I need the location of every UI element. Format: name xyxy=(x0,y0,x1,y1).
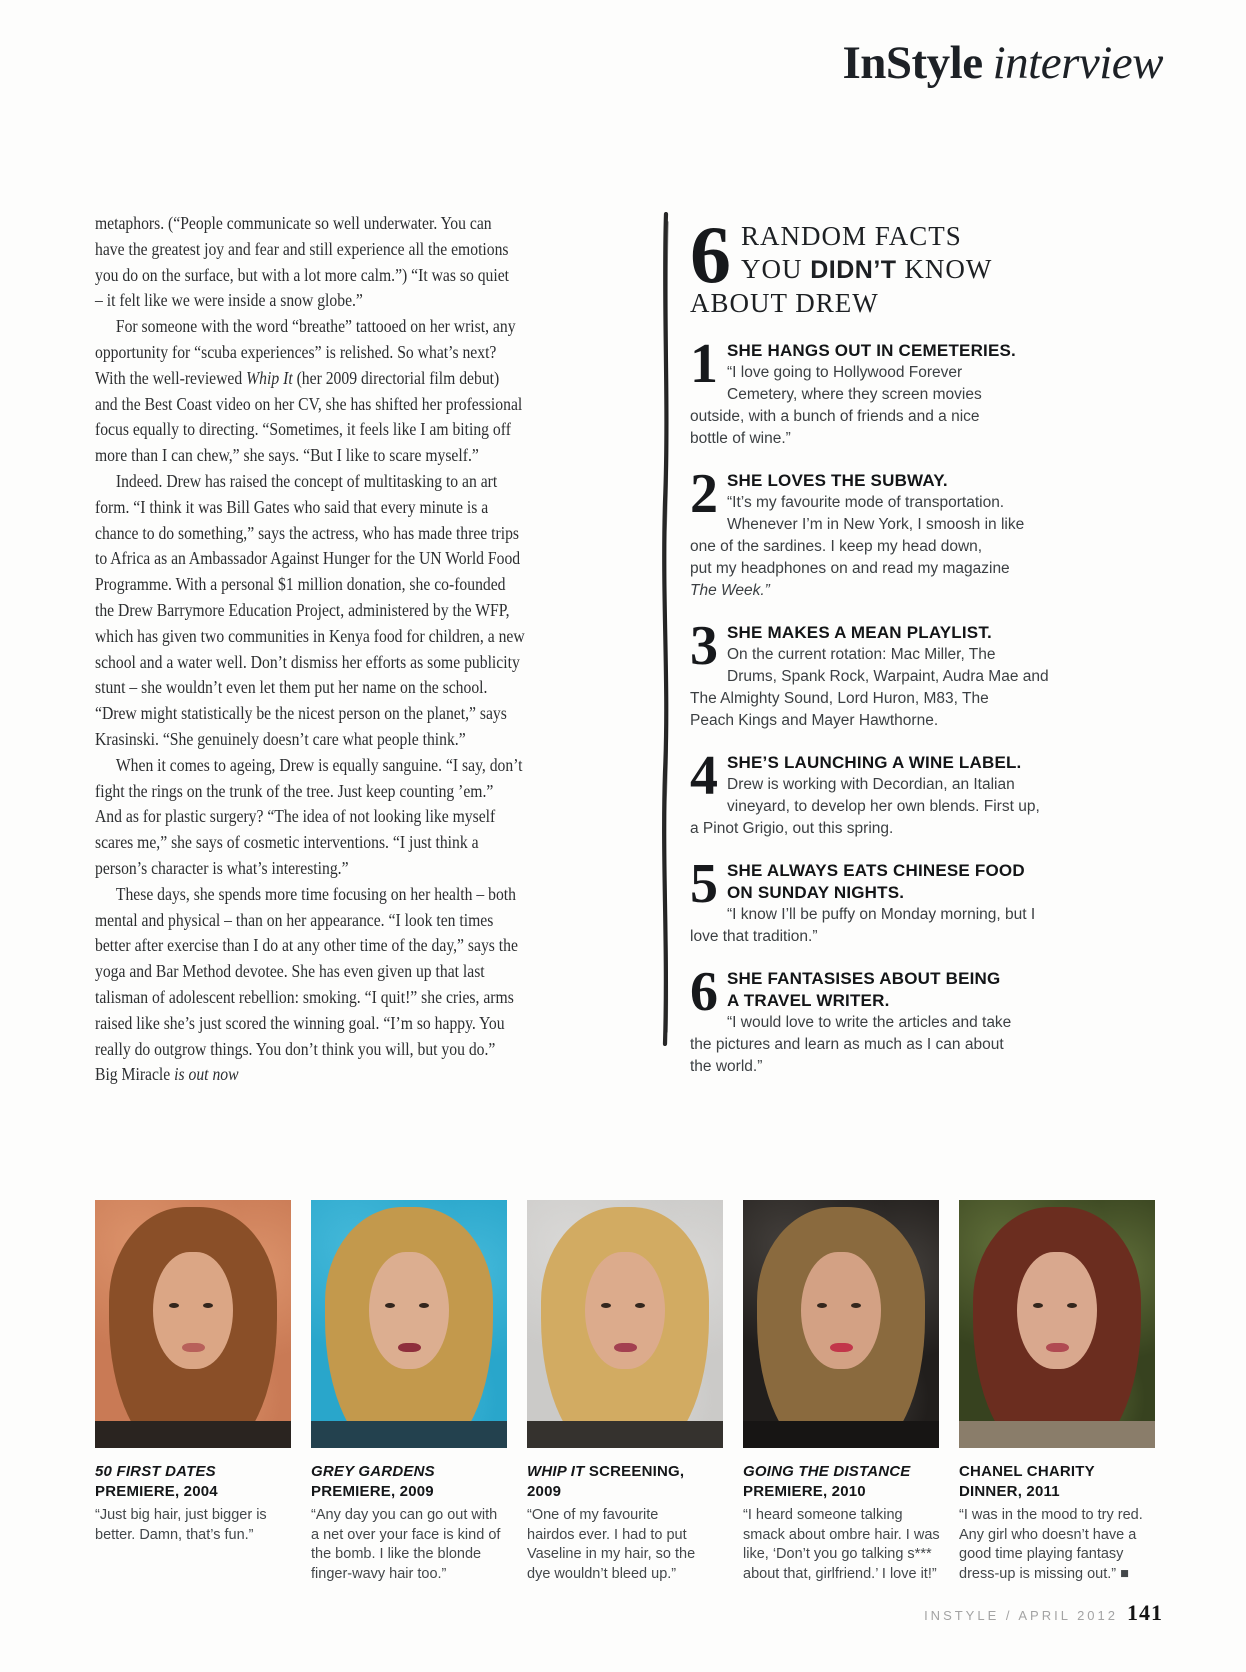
text-run: mental and physical – than on her appearance. “I look ten times xyxy=(95,909,494,930)
article-line xyxy=(95,753,617,779)
photo-caption xyxy=(311,1462,507,1584)
article-line xyxy=(95,598,617,624)
text-run: (her 2009 directorial film debut) xyxy=(292,367,500,388)
article-line xyxy=(95,288,617,314)
text-run: you do on the surface, but with a lot more calm.”) “It was so quiet xyxy=(95,264,510,285)
fact-body-line xyxy=(690,558,1026,580)
fact-body-line xyxy=(690,406,1026,428)
fact-heading: SHE FANTASISES ABOUT BEING xyxy=(727,969,1001,988)
caption-quote-line: about that, girlfriend.’ I love it!” xyxy=(743,1565,937,1582)
fact-body-line xyxy=(690,1012,1026,1034)
photo-caption xyxy=(959,1462,1155,1584)
text-run: one of the sardines. I keep my head down, xyxy=(690,538,983,555)
article-line xyxy=(95,546,617,572)
fact-body-line xyxy=(690,666,1049,688)
article-line xyxy=(95,366,617,392)
text-run: Indeed. Drew has raised the concept of multitasking to an art xyxy=(115,470,498,491)
caption-quote xyxy=(311,1506,507,1584)
text-run: more than I can chew,” she says. “But I like to scare myself.” xyxy=(95,445,479,466)
fact-heading: SHE MAKES A MEAN PLAYLIST. xyxy=(727,623,992,642)
fact-body-line xyxy=(690,926,1026,948)
text-run: to Africa as an Ambassador Against Hunger for the UN World Food xyxy=(95,548,521,569)
text-run: RANDOM FACTS xyxy=(741,221,962,251)
text-run: And as for plastic surgery? “The idea of not looking like myself xyxy=(95,806,496,827)
caption-quote-line: a net over your face is kind of xyxy=(311,1526,501,1543)
text-run: a Pinot Grigio, out this spring. xyxy=(690,820,894,837)
photo-thumbnail xyxy=(743,1200,939,1448)
article-line xyxy=(95,314,617,340)
caption-quote-line: dye wouldn’t bleed up.” xyxy=(527,1565,677,1582)
fact-body-line xyxy=(690,580,1026,602)
photo-eye-right xyxy=(851,1303,861,1308)
fact xyxy=(690,333,1026,450)
text-run: With the well-reviewed xyxy=(95,367,247,388)
facts-title-line xyxy=(690,287,1026,320)
article-line xyxy=(95,727,617,753)
caption-quote-line: dress-up is missing out.” ■ xyxy=(959,1565,1129,1582)
fact-body-line xyxy=(690,362,1026,384)
text-run: really do outgrow things. You don’t think you will, but you do.” xyxy=(95,1038,496,1059)
fact-heading: SHE ALWAYS EATS CHINESE FOOD xyxy=(727,861,1025,880)
caption-title xyxy=(527,1462,723,1482)
text-run: DINNER, 2011 xyxy=(959,1482,1060,1500)
text-run: raised like she’s just scored the winning goal. “I’m so happy. You xyxy=(95,1012,505,1033)
photo-eye-right xyxy=(635,1303,645,1308)
fact-body-line xyxy=(690,710,1026,732)
fact-body-line xyxy=(690,688,1026,710)
caption-quote-line: “Any day you can go out with xyxy=(311,1507,498,1523)
fact-number: 2 xyxy=(690,463,718,525)
fact-body-line xyxy=(690,1034,1026,1056)
photo-caption xyxy=(743,1462,939,1584)
text-run: form. “I think it was Bill Gates who said that every minute is a xyxy=(95,496,489,517)
article-line xyxy=(95,1037,617,1063)
article-line xyxy=(95,521,617,547)
text-run: outside, with a bunch of friends and a nice xyxy=(690,408,980,425)
caption-title xyxy=(527,1482,723,1502)
text-run: PREMIERE, 2010 xyxy=(743,1482,866,1500)
text-run: SCREENING, xyxy=(584,1463,685,1480)
text-run: “I would love to write the articles and take xyxy=(727,1014,1012,1031)
caption-quote xyxy=(743,1506,939,1584)
caption-quote xyxy=(959,1506,1155,1584)
fact-body-line xyxy=(690,644,1026,666)
fact-heading: SHE LOVES THE SUBWAY. xyxy=(727,471,948,490)
italic-text: GOING THE DISTANCE xyxy=(743,1463,911,1480)
article-line xyxy=(95,650,617,676)
caption-title xyxy=(95,1482,291,1502)
caption-quote-line: smack about ombre hair. I was xyxy=(743,1526,940,1543)
article-line xyxy=(95,211,617,237)
italic-text: Whip It xyxy=(246,367,293,388)
photo-eye-right xyxy=(1067,1303,1077,1308)
article-line xyxy=(95,830,617,856)
article-line xyxy=(95,701,617,727)
text-run: Krasinski. “She genuinely doesn’t care what people think.” xyxy=(95,728,466,749)
italic-text: 50 FIRST DATES xyxy=(95,1463,216,1480)
text-run: opportunity for “scuba experiences” is relished. So what’s next? xyxy=(95,341,497,362)
text-run: fight the rings on the trunk of the tree. Just keep counting ’em.” xyxy=(95,780,494,801)
text-run: person’s character is what’s interesting.” xyxy=(95,857,349,878)
fact-body-line xyxy=(690,818,1026,840)
fact-body-line xyxy=(690,536,1026,558)
text-run: “It’s my favourite mode of transportation. xyxy=(727,494,1005,511)
caption-quote xyxy=(527,1506,723,1584)
photo-clothing-shape xyxy=(95,1421,291,1448)
text-run: yoga and Bar Method devotee. She has even given up that last xyxy=(95,961,485,982)
caption-quote-line: hairdos ever. I had to put xyxy=(527,1526,687,1543)
facts-list xyxy=(690,333,1049,1078)
text-run: On the current rotation: Mac Miller, The xyxy=(727,646,996,663)
text-run: When it comes to ageing, Drew is equally sanguine. “I say, don’t xyxy=(115,754,523,775)
text-run: Cemetery, where they screen movies xyxy=(727,386,982,403)
article-line xyxy=(95,1062,617,1088)
photo-lips-shape xyxy=(830,1343,853,1352)
fact-body-line xyxy=(690,774,1026,796)
fact-body-line xyxy=(690,904,1036,926)
brush-stroke-divider xyxy=(658,212,674,1046)
text-run: which has given two communities in Kenya food for children, a new xyxy=(95,625,525,646)
fact-body-line xyxy=(690,492,1026,514)
photo-lips-shape xyxy=(1046,1343,1069,1352)
caption-title xyxy=(743,1482,939,1502)
facts-panel xyxy=(690,209,1049,1098)
facts-title-line xyxy=(690,253,1026,287)
caption-quote-line: finger-wavy hair too.” xyxy=(311,1565,447,1582)
photo-clothing-shape xyxy=(959,1421,1155,1448)
fact-number: 6 xyxy=(690,961,718,1023)
caption-title xyxy=(743,1462,939,1482)
fact-number: 4 xyxy=(690,745,718,807)
photo-thumbnail xyxy=(311,1200,507,1448)
fact-number: 1 xyxy=(690,333,718,395)
fact-number: 5 xyxy=(690,853,718,915)
caption-quote-line: better. Damn, that’s fun.” xyxy=(95,1526,254,1543)
text-run: The Almighty Sound, Lord Huron, M83, The xyxy=(690,690,989,707)
article-line xyxy=(95,237,617,263)
text-run: Drew is working with Decordian, an Italian xyxy=(727,776,1015,793)
article-line xyxy=(95,985,617,1011)
photo-clothing-shape xyxy=(743,1421,939,1448)
text-run: These days, she spends more time focusing on her health – both xyxy=(115,883,516,904)
fact-body-line xyxy=(690,514,1026,536)
issue-label: INSTYLE / APRIL 2012 xyxy=(924,1608,1118,1623)
text-run: ABOUT DREW xyxy=(690,288,879,318)
fact xyxy=(690,463,1026,602)
fact xyxy=(690,745,1040,840)
text-run: metaphors. (“People communicate so well underwater. You can xyxy=(95,213,492,233)
photo-thumbnail xyxy=(95,1200,291,1448)
text-run: KNOW xyxy=(896,254,993,284)
caption-title xyxy=(959,1462,1155,1482)
text-run: 2009 xyxy=(527,1482,562,1500)
photo-lips-shape xyxy=(398,1343,421,1352)
article-line xyxy=(95,392,617,418)
section-title: interview xyxy=(992,37,1163,89)
article-line xyxy=(95,804,617,830)
fact-body-line xyxy=(690,384,1026,406)
facts-panel-title xyxy=(690,209,1026,320)
text-run: Whenever I’m in New York, I smoosh in like xyxy=(727,516,1025,533)
article-line xyxy=(95,495,617,521)
fact xyxy=(690,961,1026,1078)
text-run: the Drew Barrymore Education Project, administered by the WFP, xyxy=(95,599,510,620)
text-run: Programme. With a personal $1 million donation, she co-founded xyxy=(95,574,506,595)
caption-quote-line: the bomb. I like the blonde xyxy=(311,1546,482,1562)
text-run: chance to do something,” says the actress, who has made three trips xyxy=(95,522,520,543)
text-run: vineyard, to develop her own blends. First up, xyxy=(727,798,1040,815)
fact-heading: SHE HANGS OUT IN CEMETERIES. xyxy=(727,341,1016,360)
article-line xyxy=(95,779,617,805)
photo-thumbnail xyxy=(959,1200,1155,1448)
article-line xyxy=(95,443,617,469)
caption-title xyxy=(95,1462,291,1482)
magazine-brand: InStyle xyxy=(842,37,983,89)
article-line xyxy=(95,933,617,959)
article-line xyxy=(95,624,617,650)
text-run: “Drew might statistically be the nicest person on the planet,” says xyxy=(95,703,507,724)
text-run: and the Best Coast video on her CV, she has shifted her professional xyxy=(95,393,523,414)
photo-caption xyxy=(95,1462,291,1584)
text-run: YOU xyxy=(741,254,811,284)
photo-lips-shape xyxy=(614,1343,637,1352)
text-run: Peach Kings and Mayer Hawthorne. xyxy=(690,712,939,729)
article-line xyxy=(95,417,617,443)
caption-quote-line: “One of my favourite xyxy=(527,1507,659,1523)
sans-bold-text: DIDN’T xyxy=(810,256,897,284)
photo-lips-shape xyxy=(182,1343,205,1352)
article-body xyxy=(95,211,617,1088)
text-run: love that tradition.” xyxy=(690,928,818,945)
text-run: PREMIERE, 2009 xyxy=(311,1482,434,1500)
italic-text: is out now xyxy=(174,1064,239,1085)
caption-quote-line: Vaseline in my hair, so the xyxy=(527,1546,696,1562)
italic-text: WHIP IT xyxy=(527,1463,585,1480)
article-line xyxy=(95,1011,617,1037)
text-run: PREMIERE, 2004 xyxy=(95,1482,218,1500)
text-run: CHANEL CHARITY xyxy=(959,1463,1095,1480)
fact xyxy=(690,615,1049,732)
caption-quote-line: good time playing fantasy xyxy=(959,1546,1124,1562)
article-line xyxy=(95,856,617,882)
fact-heading: A TRAVEL WRITER. xyxy=(727,991,890,1010)
text-run: school and a water well. Don’t dismiss her efforts as some publicity xyxy=(95,651,520,672)
text-run: put my headphones on and read my magazine xyxy=(690,560,1010,577)
article-line xyxy=(95,469,617,495)
page-header xyxy=(842,36,1163,90)
text-run: “I know I’ll be puffy on Monday morning, but I xyxy=(727,906,1036,923)
fact-number: 3 xyxy=(690,615,718,677)
photo-eye-right xyxy=(419,1303,429,1308)
caption-quote-line: “I heard someone talking xyxy=(743,1507,903,1523)
text-run: For someone with the word “breathe” tattooed on her wrist, any xyxy=(115,316,516,337)
italic-text: The Week.” xyxy=(690,582,770,599)
caption-quote-line: “I was in the mood to try red. xyxy=(959,1507,1143,1523)
big-number-6: 6 xyxy=(690,209,731,300)
caption-quote-line: like, ‘Don’t you go talking s*** xyxy=(743,1546,932,1562)
article-line xyxy=(95,263,617,289)
photo-caption xyxy=(527,1462,723,1584)
caption-title xyxy=(311,1462,507,1482)
text-run: have the greatest joy and fear and still experience all the emotions xyxy=(95,238,509,259)
article-line xyxy=(95,908,617,934)
photo-clothing-shape xyxy=(527,1421,723,1448)
text-run: the world.” xyxy=(690,1058,763,1075)
text-run: Big Miracle xyxy=(95,1064,175,1085)
article-line xyxy=(95,340,617,366)
photo-thumbnail xyxy=(527,1200,723,1448)
caption-title xyxy=(959,1482,1155,1502)
photo-eye-right xyxy=(203,1303,213,1308)
text-run: talisman of adolescent rebellion: smoking. “I quit!” she cries, arms xyxy=(95,986,514,1007)
caption-row xyxy=(95,1462,1155,1584)
text-run: stunt – she wouldn’t even let them put her name on the school. xyxy=(95,677,488,698)
caption-quote-line: Any girl who doesn’t have a xyxy=(959,1526,1137,1543)
article-line xyxy=(95,572,617,598)
caption-title xyxy=(311,1482,507,1502)
text-run: better after exercise than I do at any other time of the day,” says the xyxy=(95,935,518,956)
fact xyxy=(690,853,1036,948)
article-line xyxy=(95,959,617,985)
fact-body-line xyxy=(690,428,1026,450)
italic-text: GREY GARDENS xyxy=(311,1463,435,1480)
page-footer xyxy=(924,1600,1163,1626)
fact-heading: SHE’S LAUNCHING A WINE LABEL. xyxy=(727,753,1022,772)
fact-body-line xyxy=(690,796,1040,818)
photo-clothing-shape xyxy=(311,1421,507,1448)
text-run: – it felt like we were inside a snow globe.” xyxy=(95,290,363,311)
fact-body-line xyxy=(690,1056,1026,1078)
article-line xyxy=(95,882,617,908)
page-number: 141 xyxy=(1127,1600,1163,1625)
text-run: focus equally to directing. “Sometimes, it feels like I am biting off xyxy=(95,419,511,440)
caption-quote xyxy=(95,1506,291,1545)
text-run: scares me,” she says of cosmetic interventions. “I just think a xyxy=(95,832,479,853)
photo-strip xyxy=(95,1200,1155,1448)
text-run: “I love going to Hollywood Forever xyxy=(727,364,963,381)
text-run: the pictures and learn as much as I can about xyxy=(690,1036,1004,1053)
facts-title-line xyxy=(690,220,1026,253)
caption-quote-line: “Just big hair, just bigger is xyxy=(95,1507,267,1523)
text-run: Drums, Spank Rock, Warpaint, Audra Mae and xyxy=(727,668,1049,685)
text-run: bottle of wine.” xyxy=(690,430,791,447)
article-line xyxy=(95,675,617,701)
fact-heading: ON SUNDAY NIGHTS. xyxy=(727,883,905,902)
